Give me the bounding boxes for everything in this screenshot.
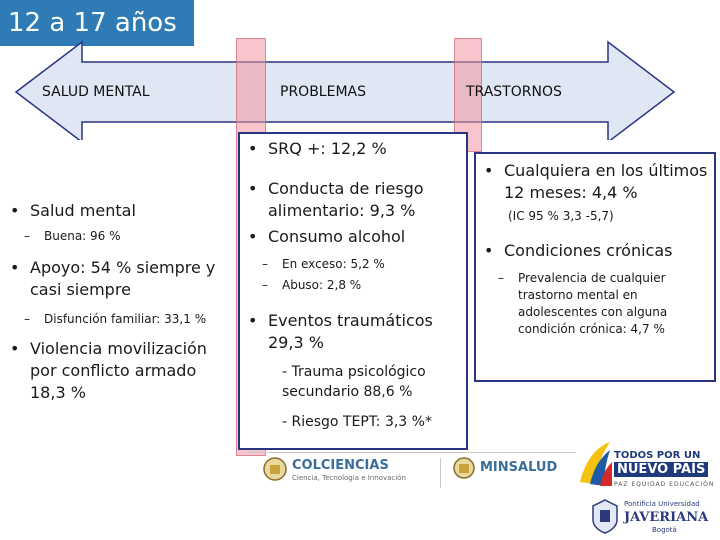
logo-separator [440, 458, 441, 488]
list-item: • Consumo alcohol [242, 226, 466, 248]
coat-of-arms-icon [262, 456, 288, 482]
coat-of-arms-icon [452, 456, 476, 480]
list-item: – Disfunción familiar: 33,1 % [16, 311, 230, 328]
page-title: 12 a 17 años [0, 0, 194, 46]
double-arrow [0, 0, 720, 140]
javeriana-line1: Pontificia Universidad [624, 500, 700, 508]
riesgo-text: - Riesgo TEPT: 3,3 %* [282, 414, 432, 430]
list-item: • Conducta de riesgo alimentario: 9,3 % [242, 178, 466, 222]
ic-text: (IC 95 % 3,3 -5,7) [508, 209, 614, 223]
list-item: • SRQ +: 12,2 % [242, 138, 466, 160]
list-item: • Condiciones crónicas [478, 240, 712, 262]
colciencias-name: COLCIENCIAS [292, 458, 389, 473]
todos-text: TODOS POR UN [614, 450, 701, 461]
salud-mental-list [4, 200, 230, 404]
list-item: – Abuso: 2,8 % [254, 277, 466, 294]
javeriana-line2: JAVERIANA [624, 510, 709, 525]
colciencias-tagline: Ciencia, Tecnología e Innovación [292, 474, 406, 482]
list-item: – En exceso: 5,2 % [254, 256, 466, 273]
todos-por-un-nuevo-pais-logo [576, 438, 716, 492]
list-item: • Violencia movilización por conflicto armado 18,3 % [4, 338, 230, 404]
list-item: • Apoyo: 54 % siempre y casi siempre [4, 257, 230, 301]
javeriana-line3: Bogotá [652, 526, 677, 534]
nuevo-pais-text: NUEVO PAÍS [614, 462, 708, 477]
column-label-trastornos: TRASTORNOS [466, 84, 562, 100]
list-item: • Salud mental [4, 200, 230, 222]
problemas-list [242, 138, 466, 432]
column-label-problemas: PROBLEMAS [280, 84, 366, 100]
column-label-salud-mental: SALUD MENTAL [42, 84, 150, 100]
footer-divider [246, 452, 576, 453]
minsalud-name: MINSALUD [480, 460, 558, 475]
flag-swoosh-icon [576, 438, 612, 488]
list-item: – Buena: 96 % [16, 228, 230, 245]
list-item: – Prevalencia de cualquier trastorno mental en adolescentes con alguna condición crónica: 4,7 % [490, 270, 712, 338]
javeriana-logo [590, 496, 716, 538]
list-item: • Cualquiera en los últimos 12 meses: 4,4 % [478, 160, 712, 204]
paz-equidad-text: PAZ EQUIDAD EDUCACIÓN [614, 481, 715, 488]
list-item: • Eventos traumáticos 29,3 % [242, 310, 466, 354]
university-seal-icon [590, 498, 620, 534]
trastornos-list [478, 160, 712, 338]
trauma-text: - Trauma psicológico secundario 88,6 % [282, 364, 426, 400]
